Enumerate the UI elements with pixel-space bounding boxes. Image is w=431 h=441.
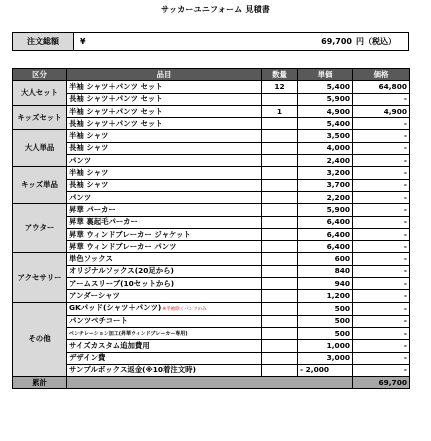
- order-total-box: [12, 32, 409, 51]
- price-cell: 64,800: [353, 81, 410, 93]
- quantity-cell: 12: [262, 81, 298, 93]
- page-title: サッカーユニフォーム 見積書: [160, 5, 271, 14]
- unit-price-cell: 3,500: [298, 130, 353, 142]
- item-cell: [67, 265, 262, 277]
- item-name: 長袖 シャツ: [69, 180, 109, 190]
- item-cell: [67, 191, 262, 203]
- item-name: 半袖 シャツ＋パンツ セット: [69, 106, 163, 116]
- table-row: [13, 155, 410, 167]
- table-row: [13, 118, 410, 130]
- quantity-cell: [262, 142, 298, 154]
- category-cell: 大人セット: [13, 81, 67, 106]
- item-cell: [67, 130, 262, 142]
- unit-price-cell: 940: [298, 278, 353, 290]
- item-note: ※半袖除くパンツのみ: [162, 306, 207, 312]
- item-name: 昇華 ウィンドブレーカー パンツ: [69, 241, 177, 251]
- price-cell: -: [353, 327, 410, 339]
- table-row: [13, 327, 410, 339]
- item-cell: [67, 105, 262, 117]
- quantity-cell: 1: [262, 105, 298, 117]
- price-cell: -: [353, 216, 410, 228]
- table-row: [13, 81, 410, 93]
- unit-price-cell: 6,400: [298, 241, 353, 253]
- sum-total: 69,700: [353, 377, 410, 389]
- item-name: 長袖 シャツ＋パンツ セット: [69, 118, 163, 128]
- unit-price-cell: 2,200: [298, 191, 353, 203]
- quantity-cell: [262, 93, 298, 105]
- table-row: [13, 191, 410, 203]
- item-name: 昇華 ウィンドブレーカー ジャケット: [69, 229, 191, 239]
- price-cell: -: [353, 118, 410, 130]
- price-cell: -: [353, 340, 410, 352]
- item-cell: [67, 241, 262, 253]
- order-total-unit: 円（税込）: [356, 37, 396, 46]
- item-cell: [67, 167, 262, 179]
- table-row: [13, 315, 410, 327]
- price-cell: -: [353, 241, 410, 253]
- unit-price-cell: 5,400: [298, 118, 353, 130]
- table-row: [13, 253, 410, 265]
- item-name: デザイン費: [69, 353, 106, 363]
- header-quantity: 数量: [262, 69, 298, 81]
- price-cell: -: [353, 352, 410, 364]
- quantity-cell: [262, 327, 298, 339]
- order-total-label: 注文総額: [13, 33, 74, 50]
- item-name: アームスリーブ(10セットから): [69, 278, 175, 288]
- table-row: [13, 130, 410, 142]
- item-name: パンツ: [69, 192, 92, 202]
- table-row: [13, 228, 410, 240]
- item-cell: [67, 340, 262, 352]
- sum-label: 累計: [13, 377, 67, 389]
- quantity-cell: [262, 179, 298, 191]
- table-row: [13, 167, 410, 179]
- price-cell: -: [353, 142, 410, 154]
- quantity-cell: [262, 340, 298, 352]
- item-cell: [67, 302, 262, 315]
- unit-price-cell: 840: [298, 265, 353, 277]
- category-cell: キッズ単品: [13, 167, 67, 204]
- item-name: 半袖 シャツ: [69, 131, 109, 141]
- price-cell: -: [353, 204, 410, 216]
- price-cell: 4,900: [353, 105, 410, 117]
- price-cell: -: [353, 290, 410, 302]
- item-cell: [67, 142, 262, 154]
- unit-price-cell: 5,400: [298, 81, 353, 93]
- order-total-currency: ¥: [80, 37, 86, 46]
- item-name: 昇華 パーカー: [69, 204, 116, 214]
- category-cell: その他: [13, 302, 67, 376]
- unit-price-cell: 2,400: [298, 155, 353, 167]
- table-row: [13, 93, 410, 105]
- price-cell: -: [353, 228, 410, 240]
- price-cell: -: [353, 364, 410, 376]
- unit-price-cell: 5,900: [298, 204, 353, 216]
- unit-price-cell: 4,000: [298, 142, 353, 154]
- item-cell: [67, 179, 262, 191]
- unit-price-cell: 3,700: [298, 179, 353, 191]
- item-cell: [67, 364, 262, 376]
- price-cell: -: [353, 278, 410, 290]
- table-row: [13, 278, 410, 290]
- table-row: [13, 352, 410, 364]
- price-cell: -: [353, 93, 410, 105]
- quantity-cell: [262, 302, 298, 315]
- quantity-cell: [262, 216, 298, 228]
- table-row: [13, 290, 410, 302]
- item-cell: [67, 228, 262, 240]
- item-name: サイズカスタム追加費用: [69, 340, 150, 350]
- price-cell: -: [353, 155, 410, 167]
- quantity-cell: [262, 167, 298, 179]
- quantity-cell: [262, 241, 298, 253]
- unit-price-cell: 600: [298, 253, 353, 265]
- category-cell: キッズセット: [13, 105, 67, 130]
- unit-price-cell: 5,900: [298, 93, 353, 105]
- item-cell: [67, 315, 262, 327]
- quantity-cell: [262, 352, 298, 364]
- quantity-cell: [262, 315, 298, 327]
- table-row: [13, 364, 410, 376]
- item-cell: [67, 93, 262, 105]
- table-body: [13, 81, 410, 389]
- quantity-cell: [262, 130, 298, 142]
- item-cell: [67, 327, 262, 339]
- item-cell: [67, 352, 262, 364]
- quantity-cell: [262, 118, 298, 130]
- table-row: [13, 216, 410, 228]
- item-cell: [67, 290, 262, 302]
- header-price: 価格: [353, 69, 410, 81]
- header-unit-price: 単価: [298, 69, 353, 81]
- table-row: [13, 241, 410, 253]
- table-row: [13, 105, 410, 117]
- item-name: パンツペチコート: [69, 316, 128, 326]
- sum-row: [13, 377, 410, 389]
- item-cell: [67, 118, 262, 130]
- item-cell: [67, 253, 262, 265]
- item-name: パンツ: [69, 155, 92, 165]
- item-cell: [67, 81, 262, 93]
- quantity-cell: [262, 204, 298, 216]
- unit-price-cell: 3,000: [298, 352, 353, 364]
- item-cell: [67, 155, 262, 167]
- item-name: GKパッド(シャツ＋パンツ): [69, 302, 162, 312]
- table-row: [13, 265, 410, 277]
- table-row: [13, 302, 410, 315]
- item-name: オリジナルソックス(20足から): [69, 266, 174, 276]
- item-name: 長袖 シャツ＋パンツ セット: [69, 94, 163, 104]
- price-cell: -: [353, 130, 410, 142]
- quantity-cell: [262, 253, 298, 265]
- price-cell: -: [353, 179, 410, 191]
- unit-price-cell: 1,200: [298, 290, 353, 302]
- unit-price-cell: 6,400: [298, 228, 353, 240]
- quantity-cell: [262, 364, 298, 376]
- category-cell: アクセサリー: [13, 253, 67, 302]
- item-name: ベンチレーション加工(昇華ウィンドブレーカー専用): [69, 331, 188, 338]
- quantity-cell: [262, 155, 298, 167]
- item-name: アンダーシャツ: [69, 290, 120, 300]
- price-cell: -: [353, 167, 410, 179]
- category-cell: 大人単品: [13, 130, 67, 167]
- order-total-amount: 69,700: [321, 37, 352, 46]
- unit-price-cell: 500: [298, 327, 353, 339]
- header-category: 区分: [13, 69, 67, 81]
- unit-price-cell: 3,200: [298, 167, 353, 179]
- quantity-cell: [262, 265, 298, 277]
- unit-price-cell: 4,900: [298, 105, 353, 117]
- item-name: サンプルボックス返金(※10着注文時): [69, 365, 196, 375]
- header-item: 品目: [67, 69, 262, 81]
- unit-price-cell: 500: [298, 315, 353, 327]
- unit-price-cell: 500: [298, 302, 353, 315]
- unit-price-cell: 6,400: [298, 216, 353, 228]
- sum-spacer: [67, 377, 353, 389]
- unit-price-cell: 1,000: [298, 340, 353, 352]
- item-name: 半袖 シャツ: [69, 168, 109, 178]
- price-cell: -: [353, 191, 410, 203]
- category-cell: アウター: [13, 204, 67, 253]
- unit-price-cell: - 2,000: [298, 364, 353, 376]
- table-row: [13, 340, 410, 352]
- item-cell: [67, 216, 262, 228]
- price-cell: -: [353, 265, 410, 277]
- quantity-cell: [262, 290, 298, 302]
- item-name: 半袖 シャツ＋パンツ セット: [69, 81, 163, 91]
- price-cell: -: [353, 253, 410, 265]
- item-cell: [67, 204, 262, 216]
- table-row: [13, 142, 410, 154]
- table-header-row: [13, 69, 410, 81]
- quantity-cell: [262, 191, 298, 203]
- quantity-cell: [262, 278, 298, 290]
- price-cell: -: [353, 302, 410, 315]
- price-cell: -: [353, 315, 410, 327]
- item-name: 長袖 シャツ: [69, 143, 109, 153]
- item-name: 単色ソックス: [69, 254, 113, 264]
- table-row: [13, 204, 410, 216]
- item-cell: [67, 278, 262, 290]
- table-row: [13, 179, 410, 191]
- estimate-table: [12, 68, 410, 389]
- quantity-cell: [262, 228, 298, 240]
- item-name: 昇華 裏起毛パーカー: [69, 217, 138, 227]
